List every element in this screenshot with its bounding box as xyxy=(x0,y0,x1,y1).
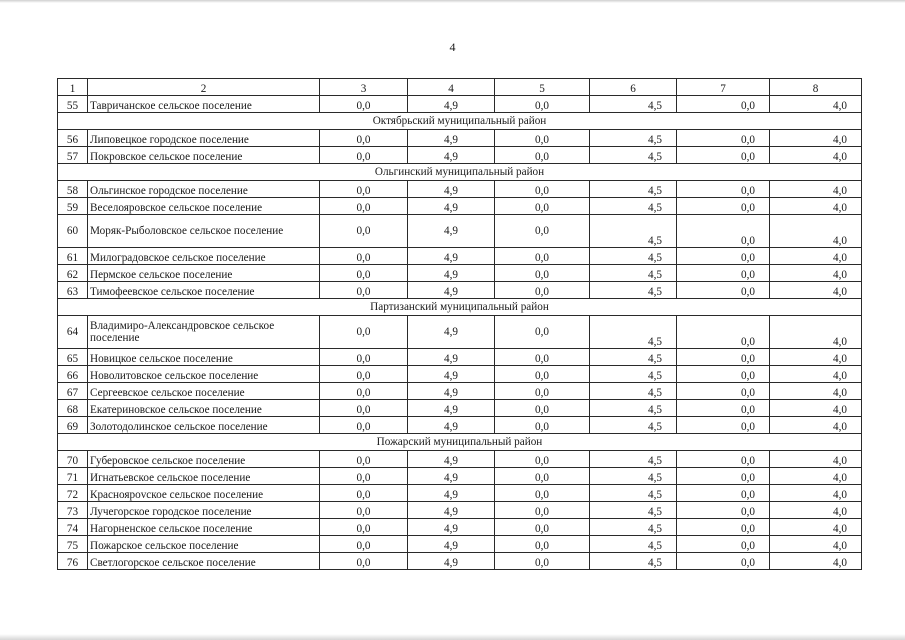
row-number: 69 xyxy=(58,417,88,434)
value-col-8: 4,0 xyxy=(770,417,862,434)
value-col-8: 4,0 xyxy=(770,198,862,215)
settlement-name: Лучегорское городское поселение xyxy=(88,502,320,519)
value-col-7: 0,0 xyxy=(677,265,770,282)
district-row xyxy=(58,113,862,130)
value-col-8: 4,0 xyxy=(770,519,862,536)
district-name: Ольгинский муниципальный район xyxy=(58,164,862,181)
value-col-4: 4,9 xyxy=(408,248,495,265)
table-row xyxy=(58,400,862,417)
settlement-name: Милоградовское сельское поселение xyxy=(88,248,320,265)
value-col-8: 4,0 xyxy=(770,451,862,468)
settlement-name: Пожарское сельское поселение xyxy=(88,536,320,553)
header-row xyxy=(58,79,862,96)
value-col-8: 4,0 xyxy=(770,383,862,400)
row-number: 58 xyxy=(58,181,88,198)
row-number: 71 xyxy=(58,468,88,485)
value-col-8: 4,0 xyxy=(770,502,862,519)
row-number: 68 xyxy=(58,400,88,417)
table-row xyxy=(58,96,862,113)
value-col-4: 4,9 xyxy=(408,451,495,468)
value-col-3: 0,0 xyxy=(320,349,408,366)
value-col-7: 0,0 xyxy=(677,519,770,536)
row-number: 61 xyxy=(58,248,88,265)
value-col-5: 0,0 xyxy=(495,248,590,265)
settlement-name: Новолитовское сельское поселение xyxy=(88,366,320,383)
table-row xyxy=(58,147,862,164)
header-col-4: 4 xyxy=(408,79,495,96)
value-col-7: 0,0 xyxy=(677,536,770,553)
value-col-6: 4,5 xyxy=(590,130,677,147)
value-col-4: 4,9 xyxy=(408,147,495,164)
settlement-name: Светлогорское сельское поселение xyxy=(88,553,320,570)
row-number: 74 xyxy=(58,519,88,536)
table-row xyxy=(58,198,862,215)
value-col-3: 0,0 xyxy=(320,400,408,417)
row-number: 63 xyxy=(58,282,88,299)
value-col-5: 0,0 xyxy=(495,349,590,366)
value-col-6: 4,5 xyxy=(590,215,677,248)
value-col-6: 4,5 xyxy=(590,198,677,215)
table-row xyxy=(58,215,862,248)
header-col-7: 7 xyxy=(677,79,770,96)
value-col-5: 0,0 xyxy=(495,198,590,215)
settlement-name: Губеровское сельское поселение xyxy=(88,451,320,468)
value-col-8: 4,0 xyxy=(770,536,862,553)
settlement-name: Нагорненское сельское поселение xyxy=(88,519,320,536)
value-col-7: 0,0 xyxy=(677,400,770,417)
settlement-name: Липовецкое городское поселение xyxy=(88,130,320,147)
value-col-4: 4,9 xyxy=(408,502,495,519)
table-row xyxy=(58,181,862,198)
value-col-4: 4,9 xyxy=(408,468,495,485)
value-col-7: 0,0 xyxy=(677,181,770,198)
value-col-6: 4,5 xyxy=(590,536,677,553)
value-col-3: 0,0 xyxy=(320,316,408,349)
row-number: 59 xyxy=(58,198,88,215)
value-col-4: 4,9 xyxy=(408,215,495,248)
value-col-7: 0,0 xyxy=(677,282,770,299)
table-row xyxy=(58,553,862,570)
value-col-6: 4,5 xyxy=(590,400,677,417)
value-col-7: 0,0 xyxy=(677,130,770,147)
value-col-8: 4,0 xyxy=(770,96,862,113)
value-col-5: 0,0 xyxy=(495,265,590,282)
value-col-8: 4,0 xyxy=(770,349,862,366)
header-col-2: 2 xyxy=(88,79,320,96)
row-number: 62 xyxy=(58,265,88,282)
settlement-name: Тавричанское сельское поселение xyxy=(88,96,320,113)
value-col-8: 4,0 xyxy=(770,366,862,383)
value-col-8: 4,0 xyxy=(770,265,862,282)
value-col-6: 4,5 xyxy=(590,468,677,485)
settlement-name: Владимиро-Александровское сельское поселение xyxy=(88,316,320,349)
table-row xyxy=(58,502,862,519)
value-col-6: 4,5 xyxy=(590,417,677,434)
value-col-6: 4,5 xyxy=(590,553,677,570)
value-col-5: 0,0 xyxy=(495,417,590,434)
value-col-7: 0,0 xyxy=(677,383,770,400)
value-col-3: 0,0 xyxy=(320,215,408,248)
value-col-5: 0,0 xyxy=(495,502,590,519)
value-col-4: 4,9 xyxy=(408,485,495,502)
district-row xyxy=(58,299,862,316)
table-row xyxy=(58,383,862,400)
district-name: Октябрьский муниципальный район xyxy=(58,113,862,130)
value-col-6: 4,5 xyxy=(590,349,677,366)
row-number: 72 xyxy=(58,485,88,502)
value-col-4: 4,9 xyxy=(408,519,495,536)
table-row xyxy=(58,451,862,468)
data-table xyxy=(57,78,862,570)
value-col-5: 0,0 xyxy=(495,366,590,383)
settlement-name: Золотодолинское сельское поселение xyxy=(88,417,320,434)
value-col-4: 4,9 xyxy=(408,400,495,417)
settlement-name: Екатериновское сельское поселение xyxy=(88,400,320,417)
value-col-3: 0,0 xyxy=(320,366,408,383)
table-row xyxy=(58,536,862,553)
value-col-7: 0,0 xyxy=(677,198,770,215)
value-col-4: 4,9 xyxy=(408,553,495,570)
settlement-name: Красноярovское сельское поселение xyxy=(88,485,320,502)
value-col-3: 0,0 xyxy=(320,96,408,113)
district-row xyxy=(58,164,862,181)
value-col-8: 4,0 xyxy=(770,485,862,502)
value-col-5: 0,0 xyxy=(495,96,590,113)
value-col-6: 4,5 xyxy=(590,282,677,299)
value-col-5: 0,0 xyxy=(495,383,590,400)
settlement-name: Новицкое сельское поселение xyxy=(88,349,320,366)
value-col-3: 0,0 xyxy=(320,417,408,434)
value-col-7: 0,0 xyxy=(677,468,770,485)
value-col-3: 0,0 xyxy=(320,147,408,164)
settlement-name: Ольгинское городское поселение xyxy=(88,181,320,198)
value-col-6: 4,5 xyxy=(590,502,677,519)
row-number: 66 xyxy=(58,366,88,383)
value-col-5: 0,0 xyxy=(495,536,590,553)
value-col-5: 0,0 xyxy=(495,147,590,164)
table-row xyxy=(58,349,862,366)
value-col-5: 0,0 xyxy=(495,519,590,536)
value-col-7: 0,0 xyxy=(677,215,770,248)
value-col-5: 0,0 xyxy=(495,282,590,299)
value-col-4: 4,9 xyxy=(408,181,495,198)
value-col-5: 0,0 xyxy=(495,400,590,417)
table-row xyxy=(58,366,862,383)
value-col-4: 4,9 xyxy=(408,349,495,366)
value-col-7: 0,0 xyxy=(677,349,770,366)
value-col-3: 0,0 xyxy=(320,130,408,147)
value-col-7: 0,0 xyxy=(677,553,770,570)
value-col-4: 4,9 xyxy=(408,366,495,383)
row-number: 57 xyxy=(58,147,88,164)
table-row xyxy=(58,265,862,282)
settlement-name: Веселояровское сельское поселение xyxy=(88,198,320,215)
value-col-6: 4,5 xyxy=(590,366,677,383)
value-col-3: 0,0 xyxy=(320,282,408,299)
header-col-3: 3 xyxy=(320,79,408,96)
value-col-3: 0,0 xyxy=(320,485,408,502)
value-col-5: 0,0 xyxy=(495,181,590,198)
row-number: 64 xyxy=(58,316,88,349)
value-col-4: 4,9 xyxy=(408,265,495,282)
value-col-8: 4,0 xyxy=(770,316,862,349)
value-col-7: 0,0 xyxy=(677,417,770,434)
value-col-4: 4,9 xyxy=(408,130,495,147)
district-name: Партизанский муниципальный район xyxy=(58,299,862,316)
value-col-8: 4,0 xyxy=(770,248,862,265)
table-row xyxy=(58,316,862,349)
value-col-8: 4,0 xyxy=(770,468,862,485)
table-row xyxy=(58,417,862,434)
value-col-7: 0,0 xyxy=(677,451,770,468)
value-col-6: 4,5 xyxy=(590,265,677,282)
settlement-name: Моряк-Рыболовское сельское поселение xyxy=(88,215,320,248)
value-col-3: 0,0 xyxy=(320,181,408,198)
value-col-6: 4,5 xyxy=(590,96,677,113)
header-col-8: 8 xyxy=(770,79,862,96)
value-col-6: 4,5 xyxy=(590,248,677,265)
settlement-name: Пермское сельское поселение xyxy=(88,265,320,282)
value-col-7: 0,0 xyxy=(677,366,770,383)
value-col-8: 4,0 xyxy=(770,282,862,299)
value-col-6: 4,5 xyxy=(590,383,677,400)
value-col-4: 4,9 xyxy=(408,316,495,349)
district-name: Пожарский муниципальный район xyxy=(58,434,862,451)
row-number: 75 xyxy=(58,536,88,553)
value-col-6: 4,5 xyxy=(590,316,677,349)
value-col-6: 4,5 xyxy=(590,181,677,198)
value-col-5: 0,0 xyxy=(495,316,590,349)
value-col-4: 4,9 xyxy=(408,198,495,215)
value-col-4: 4,9 xyxy=(408,536,495,553)
value-col-8: 4,0 xyxy=(770,215,862,248)
settlement-name: Покровское сельское поселение xyxy=(88,147,320,164)
value-col-6: 4,5 xyxy=(590,485,677,502)
table-row xyxy=(58,248,862,265)
value-col-3: 0,0 xyxy=(320,553,408,570)
value-col-4: 4,9 xyxy=(408,282,495,299)
value-col-4: 4,9 xyxy=(408,383,495,400)
value-col-5: 0,0 xyxy=(495,553,590,570)
row-number: 60 xyxy=(58,215,88,248)
row-number: 73 xyxy=(58,502,88,519)
value-col-6: 4,5 xyxy=(590,147,677,164)
district-row xyxy=(58,434,862,451)
scan-edge-bottom xyxy=(0,634,905,640)
value-col-5: 0,0 xyxy=(495,451,590,468)
value-col-6: 4,5 xyxy=(590,451,677,468)
value-col-8: 4,0 xyxy=(770,130,862,147)
table-row xyxy=(58,485,862,502)
value-col-5: 0,0 xyxy=(495,485,590,502)
value-col-7: 0,0 xyxy=(677,147,770,164)
row-number: 67 xyxy=(58,383,88,400)
value-col-7: 0,0 xyxy=(677,502,770,519)
value-col-5: 0,0 xyxy=(495,215,590,248)
value-col-3: 0,0 xyxy=(320,536,408,553)
value-col-6: 4,5 xyxy=(590,519,677,536)
value-col-3: 0,0 xyxy=(320,383,408,400)
header-col-5: 5 xyxy=(495,79,590,96)
value-col-5: 0,0 xyxy=(495,130,590,147)
scan-edge-top xyxy=(0,0,905,3)
value-col-3: 0,0 xyxy=(320,198,408,215)
row-number: 56 xyxy=(58,130,88,147)
value-col-4: 4,9 xyxy=(408,417,495,434)
row-number: 65 xyxy=(58,349,88,366)
value-col-3: 0,0 xyxy=(320,468,408,485)
page-number: 4 xyxy=(449,40,456,54)
value-col-8: 4,0 xyxy=(770,400,862,417)
header-col-1: 1 xyxy=(58,79,88,96)
value-col-3: 0,0 xyxy=(320,265,408,282)
row-number: 76 xyxy=(58,553,88,570)
settlement-name: Игнатьевское сельское поселение xyxy=(88,468,320,485)
settlement-name: Тимофеевское сельское поселение xyxy=(88,282,320,299)
table-row xyxy=(58,130,862,147)
value-col-5: 0,0 xyxy=(495,468,590,485)
value-col-8: 4,0 xyxy=(770,181,862,198)
value-col-3: 0,0 xyxy=(320,502,408,519)
settlement-name: Сергеевское сельское поселение xyxy=(88,383,320,400)
header-col-6: 6 xyxy=(590,79,677,96)
row-number: 55 xyxy=(58,96,88,113)
value-col-7: 0,0 xyxy=(677,96,770,113)
value-col-3: 0,0 xyxy=(320,451,408,468)
table-row xyxy=(58,282,862,299)
value-col-8: 4,0 xyxy=(770,553,862,570)
value-col-7: 0,0 xyxy=(677,316,770,349)
value-col-4: 4,9 xyxy=(408,96,495,113)
table-row xyxy=(58,468,862,485)
value-col-3: 0,0 xyxy=(320,519,408,536)
value-col-3: 0,0 xyxy=(320,248,408,265)
value-col-7: 0,0 xyxy=(677,485,770,502)
table-row xyxy=(58,519,862,536)
value-col-7: 0,0 xyxy=(677,248,770,265)
row-number: 70 xyxy=(58,451,88,468)
value-col-8: 4,0 xyxy=(770,147,862,164)
